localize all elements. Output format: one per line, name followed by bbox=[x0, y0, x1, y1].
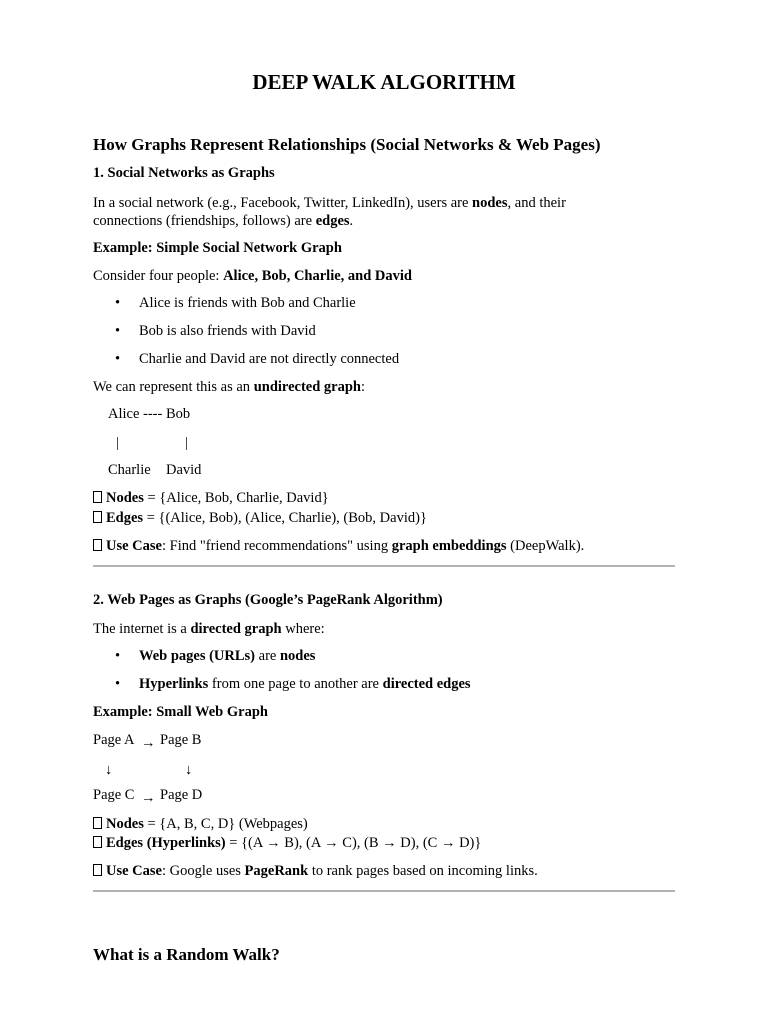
graph-diagram-edge-bob-david: | bbox=[185, 435, 188, 451]
graph-diagram-line-alice-bob: Alice ---- Bob bbox=[108, 406, 191, 422]
list-item: • Charlie and David are not directly connected bbox=[115, 351, 400, 367]
graph-diagram-node-david: David bbox=[166, 462, 202, 478]
example-heading-social: Example: Simple Social Network Graph bbox=[93, 240, 342, 256]
web-diagram-node-d: Page D bbox=[160, 787, 203, 803]
edges-line: Edges = {(Alice, Bob), (Alice, Charlie), (Bob, David)} bbox=[93, 509, 675, 527]
missing-glyph-icon bbox=[93, 864, 102, 876]
down-arrow-icon: ↓ bbox=[105, 762, 113, 778]
social-intro-paragraph: In a social network (e.g., Facebook, Twitter, LinkedIn), users are nodes, and their connections (friendships, follows) are edges. bbox=[93, 195, 566, 229]
section-heading-graphs: How Graphs Represent Relationships (Social Networks & Web Pages) bbox=[93, 135, 601, 154]
list-item: • Alice is friends with Bob and Charlie bbox=[115, 295, 356, 311]
missing-glyph-icon bbox=[93, 817, 102, 829]
missing-glyph-icon bbox=[93, 539, 102, 551]
web-diagram-node-b: Page B bbox=[160, 732, 202, 748]
web-nodes-line: Nodes = {A, B, C, D} (Webpages) bbox=[93, 815, 675, 833]
right-arrow-icon: → bbox=[141, 790, 156, 806]
section-heading-random-walk: What is a Random Walk? bbox=[93, 945, 280, 964]
web-edges-line: Edges (Hyperlinks) = {(A → B), (A → C), (B → D), (C → D)} bbox=[93, 834, 675, 852]
missing-glyph-icon bbox=[93, 491, 102, 503]
web-use-case-line: Use Case: Google uses PageRank to rank pages based on incoming links. bbox=[93, 862, 675, 880]
web-diagram-node-c: Page C bbox=[93, 787, 135, 803]
web-intro-paragraph: The internet is a directed graph where: bbox=[93, 621, 325, 637]
document-title: DEEP WALK ALGORITHM bbox=[252, 70, 516, 94]
list-item: • Bob is also friends with David bbox=[115, 323, 316, 339]
consider-paragraph: Consider four people: Alice, Bob, Charlie, and David bbox=[93, 268, 412, 284]
horizontal-rule bbox=[93, 565, 675, 567]
subheading-web-pages: 2. Web Pages as Graphs (Google’s PageRank Algorithm) bbox=[93, 592, 443, 608]
missing-glyph-icon bbox=[93, 511, 102, 523]
represent-paragraph: We can represent this as an undirected graph: bbox=[93, 379, 366, 395]
right-arrow-icon: → bbox=[141, 735, 156, 751]
list-item: • Web pages (URLs) are nodes bbox=[115, 648, 316, 664]
horizontal-rule bbox=[93, 890, 675, 892]
use-case-line: Use Case: Find "friend recommendations" using graph embeddings (DeepWalk). bbox=[93, 537, 675, 555]
graph-diagram-edge-alice-charlie: | bbox=[116, 435, 119, 451]
subheading-social-networks: 1. Social Networks as Graphs bbox=[93, 165, 275, 181]
down-arrow-icon: ↓ bbox=[185, 762, 193, 778]
missing-glyph-icon bbox=[93, 836, 102, 848]
graph-diagram-node-charlie: Charlie bbox=[108, 462, 151, 478]
nodes-line: Nodes = {Alice, Bob, Charlie, David} bbox=[93, 489, 675, 507]
web-diagram-node-a: Page A bbox=[93, 732, 135, 748]
example-heading-web: Example: Small Web Graph bbox=[93, 704, 268, 720]
list-item: • Hyperlinks from one page to another are directed edges bbox=[115, 676, 471, 692]
